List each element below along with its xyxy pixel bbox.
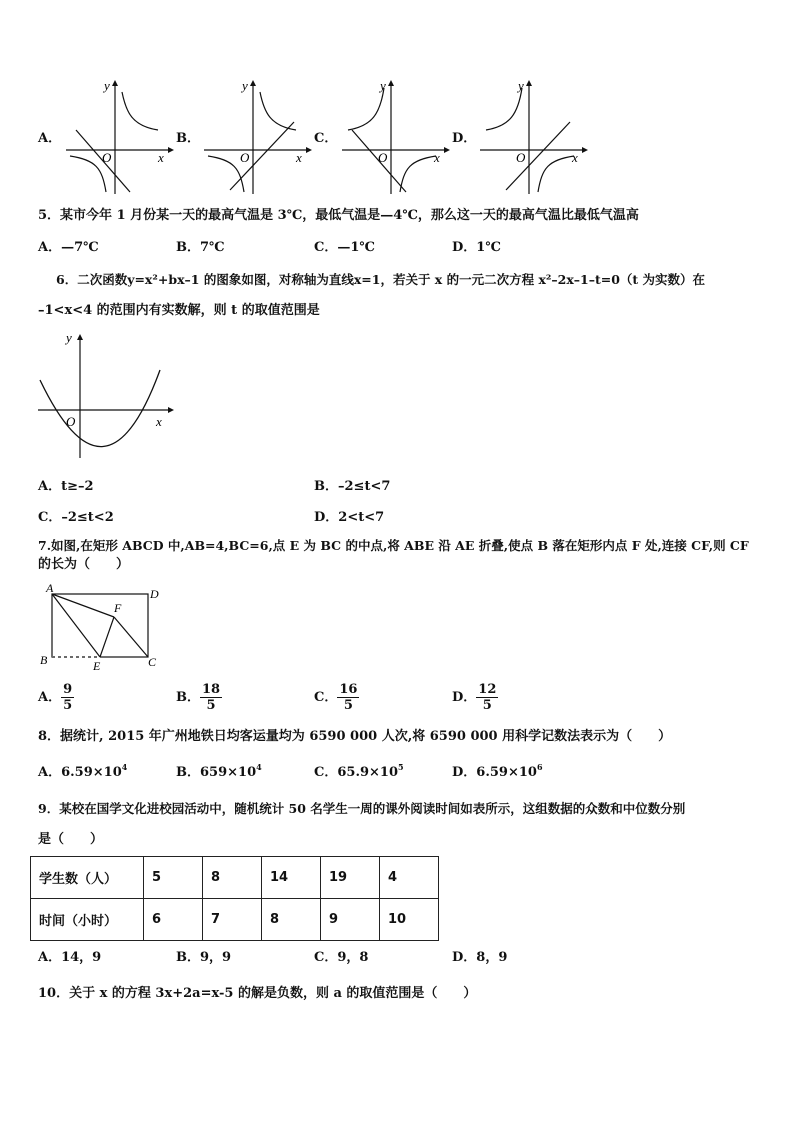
option-label: A． bbox=[38, 690, 62, 705]
q9-stem-line2: 是（ ） bbox=[38, 832, 104, 847]
q7-option-c[interactable] bbox=[314, 682, 359, 713]
axis-x-label: x bbox=[296, 150, 302, 165]
axis-y-label: y bbox=[242, 78, 248, 93]
q5-option-a[interactable] bbox=[38, 240, 99, 256]
axis-x-label: x bbox=[434, 150, 440, 165]
table-cell: 7 bbox=[203, 899, 262, 941]
option-value: —7℃ bbox=[61, 240, 99, 255]
axis-y-label: y bbox=[66, 330, 72, 345]
option-value: —1℃ bbox=[337, 240, 375, 255]
fraction: $\frac{18}{5}$ bbox=[202, 682, 221, 713]
q9-option-a[interactable] bbox=[38, 950, 101, 966]
table-cell: 8 bbox=[203, 857, 262, 899]
option-label: D． bbox=[452, 690, 477, 705]
fraction: $\frac{9}{5}$ bbox=[63, 682, 73, 713]
table-cell: 学生数（人） bbox=[31, 857, 144, 899]
q9-stem-line1: 9．某校在国学文化进校园活动中，随机统计 50 名学生一周的课外阅读时间如表所示，这组数据的众数和中位数分别 bbox=[38, 801, 686, 816]
option-label: D． bbox=[314, 510, 339, 525]
q6-option-c[interactable] bbox=[38, 510, 114, 526]
option-value: 8，9 bbox=[476, 950, 508, 965]
option-value: 14，9 bbox=[61, 950, 102, 965]
point-a-label: A bbox=[46, 582, 54, 595]
option-label: D． bbox=[452, 240, 477, 255]
q6-parabola-graph bbox=[38, 330, 174, 466]
table-cell: 14 bbox=[262, 857, 321, 899]
table-cell: 5 bbox=[144, 857, 203, 899]
q9-option-c[interactable] bbox=[314, 950, 368, 966]
table-cell: 8 bbox=[262, 899, 321, 941]
axis-x-label: x bbox=[156, 414, 162, 429]
origin-label: O bbox=[516, 150, 526, 165]
option-mantissa: 659×10 bbox=[200, 765, 257, 780]
option-label: A． bbox=[38, 131, 62, 146]
option-value: 7℃ bbox=[200, 240, 225, 255]
table-cell: 6 bbox=[144, 899, 203, 941]
point-f-label: F bbox=[114, 601, 122, 615]
option-mantissa: 6.59×10 bbox=[476, 765, 537, 780]
option-value: –2≤t<2 bbox=[61, 510, 114, 525]
q9-data-table bbox=[30, 856, 439, 941]
option-exponent: 4 bbox=[121, 762, 128, 772]
option-label: A． bbox=[38, 479, 62, 494]
option-mantissa: 65.9×10 bbox=[337, 765, 399, 780]
q7-rectangle-figure bbox=[38, 582, 168, 676]
q5-option-c[interactable] bbox=[314, 240, 375, 256]
q8-option-c[interactable] bbox=[314, 762, 404, 781]
axis-x-label: x bbox=[158, 150, 164, 165]
table-row bbox=[31, 857, 439, 899]
q4-graph-b bbox=[200, 78, 312, 200]
option-label: A． bbox=[38, 765, 62, 780]
axis-y-label: y bbox=[518, 78, 524, 93]
option-label: C． bbox=[38, 510, 62, 525]
option-label: C． bbox=[314, 765, 338, 780]
q6-option-b[interactable] bbox=[314, 479, 390, 495]
q8-option-a[interactable] bbox=[38, 762, 128, 781]
axis-y-label: y bbox=[104, 78, 110, 93]
option-label: C． bbox=[314, 240, 338, 255]
fraction: $\frac{12}{5}$ bbox=[478, 682, 497, 713]
option-label: B． bbox=[176, 131, 200, 146]
option-exponent: 4 bbox=[256, 762, 262, 772]
option-label: D． bbox=[452, 950, 477, 965]
option-mantissa: 6.59×10 bbox=[61, 765, 122, 780]
point-d-label: D bbox=[150, 587, 159, 601]
q5-option-d[interactable] bbox=[452, 240, 501, 256]
table-row bbox=[31, 899, 439, 941]
q4-graph-a bbox=[62, 78, 174, 200]
option-value: 9，9 bbox=[200, 950, 232, 965]
table-cell: 10 bbox=[380, 899, 439, 941]
point-b-label: B bbox=[40, 653, 48, 667]
option-label: C． bbox=[314, 690, 338, 705]
option-label: A． bbox=[38, 240, 62, 255]
q7-option-d[interactable] bbox=[452, 682, 498, 713]
q10-stem: 10．关于 x 的方程 3x+2a=x-5 的解是负数，则 a 的取值范围是（ ） bbox=[38, 986, 477, 1001]
table-cell: 时间（小时） bbox=[31, 899, 144, 941]
q7-option-a[interactable] bbox=[38, 682, 74, 713]
table-cell: 19 bbox=[321, 857, 380, 899]
origin-label: O bbox=[102, 150, 112, 165]
fraction: $\frac{16}{5}$ bbox=[339, 682, 358, 713]
q7-stem-line2: 的长为（ ） bbox=[38, 557, 130, 572]
option-label: B． bbox=[176, 765, 200, 780]
option-label: D． bbox=[452, 131, 477, 146]
table-cell: 4 bbox=[380, 857, 439, 899]
q6-option-d[interactable] bbox=[314, 510, 384, 526]
option-label: D． bbox=[452, 765, 477, 780]
q6-option-a[interactable] bbox=[38, 479, 94, 495]
option-label: B． bbox=[176, 950, 200, 965]
option-label: B． bbox=[176, 690, 200, 705]
option-exponent: 6 bbox=[536, 762, 543, 772]
q6-stem-line2: –1<x<4 的范围内有实数解，则 t 的取值范围是 bbox=[38, 303, 320, 318]
option-label: C． bbox=[314, 131, 338, 146]
q4-graph-d bbox=[476, 78, 588, 200]
option-exponent: 5 bbox=[398, 762, 404, 772]
q7-option-b[interactable] bbox=[176, 682, 222, 713]
q9-option-d[interactable] bbox=[452, 950, 507, 966]
option-value: –2≤t<7 bbox=[338, 479, 391, 494]
q8-option-b[interactable] bbox=[176, 762, 262, 781]
q8-option-d[interactable] bbox=[452, 762, 543, 781]
option-label: A． bbox=[38, 950, 62, 965]
q4-graph-c bbox=[338, 78, 450, 200]
option-value: 9，8 bbox=[337, 950, 369, 965]
option-value: 1℃ bbox=[476, 240, 501, 255]
point-e-label: E bbox=[93, 659, 101, 672]
option-value: 2<t<7 bbox=[338, 510, 385, 525]
q9-option-b[interactable] bbox=[176, 950, 231, 966]
point-c-label: C bbox=[148, 655, 157, 669]
option-label: B． bbox=[314, 479, 338, 494]
origin-label: O bbox=[378, 150, 388, 165]
q6-stem-line1: 6．二次函数y=x²+bx–1 的图象如图，对称轴为直线x=1，若关于 x 的一元二次方程 x²–2x–1–t=0（t 为实数）在 bbox=[56, 272, 706, 287]
option-label: B． bbox=[176, 240, 200, 255]
origin-label: O bbox=[66, 414, 76, 429]
q5-option-b[interactable] bbox=[176, 240, 225, 256]
q7-stem-line1: 7.如图,在矩形 ABCD 中,AB=4,BC=6,点 E 为 BC 的中点,将 ABE 沿 AE 折叠,使点 B 落在矩形内点 F 处,连接 CF,则 CF bbox=[38, 538, 749, 553]
q5-stem: 5．某市今年 1 月份某一天的最高气温是 3℃，最低气温是—4℃，那么这一天的最高气温比最低气温高 bbox=[38, 208, 639, 223]
option-label: C． bbox=[314, 950, 338, 965]
option-value: t≥–2 bbox=[61, 479, 94, 494]
origin-label: O bbox=[240, 150, 250, 165]
q8-stem: 8．据统计, 2015 年广州地铁日均客运量均为 6590 000 人次,将 6590 000 用科学记数法表示为（ ） bbox=[38, 729, 672, 744]
axis-y-label: y bbox=[380, 78, 386, 93]
axis-x-label: x bbox=[572, 150, 578, 165]
table-cell: 9 bbox=[321, 899, 380, 941]
